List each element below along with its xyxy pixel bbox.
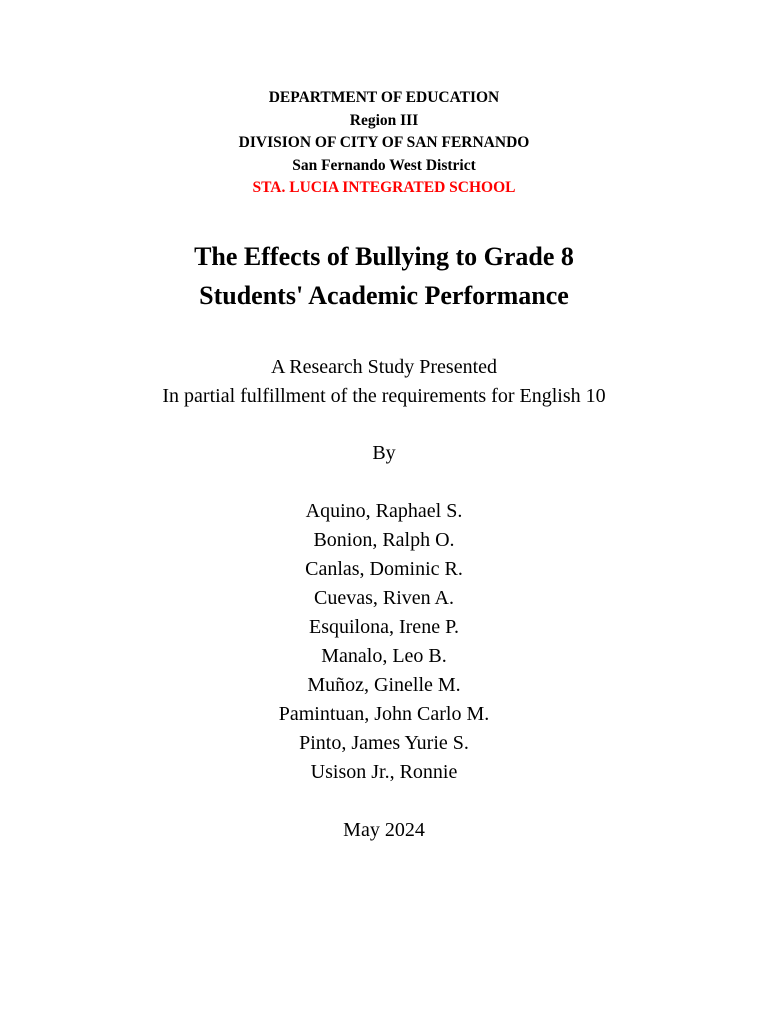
document-title [0, 237, 768, 315]
author-name: Esquilona, Irene P. [309, 616, 459, 638]
author-name: Usison Jr., Ronnie [310, 761, 458, 783]
district-name: San Fernando West District [292, 156, 476, 174]
study-description [0, 353, 768, 411]
author-name: Aquino, Raphael S. [305, 500, 463, 522]
author-name: Cuevas, Riven A. [314, 587, 454, 609]
author-name: Bonion, Ralph O. [313, 529, 455, 551]
title-line-1: The Effects of Bullying to Grade 8 [194, 242, 574, 271]
by-label: By [372, 442, 396, 464]
school-name: STA. LUCIA INTEGRATED SCHOOL [252, 179, 516, 196]
author-name: Canlas, Dominic R. [305, 558, 463, 580]
author-name: Manalo, Leo B. [321, 645, 447, 667]
subtitle-line-1: A Research Study Presented [270, 356, 498, 378]
division-name: DIVISION OF CITY OF SAN FERNANDO [238, 134, 530, 151]
subtitle-line-2: In partial fulfillment of the requirements for English 10 [162, 385, 606, 407]
author-list [0, 497, 768, 787]
title-line-2: Students' Academic Performance [199, 281, 569, 310]
author-name: Pamintuan, John Carlo M. [278, 703, 490, 725]
institution-header [0, 87, 768, 200]
department-name: DEPARTMENT OF EDUCATION [268, 89, 500, 106]
author-name: Muñoz, Ginelle M. [307, 674, 461, 696]
region-name: Region III [349, 111, 419, 129]
submission-date: May 2024 [343, 819, 425, 841]
author-name: Pinto, James Yurie S. [299, 732, 469, 754]
